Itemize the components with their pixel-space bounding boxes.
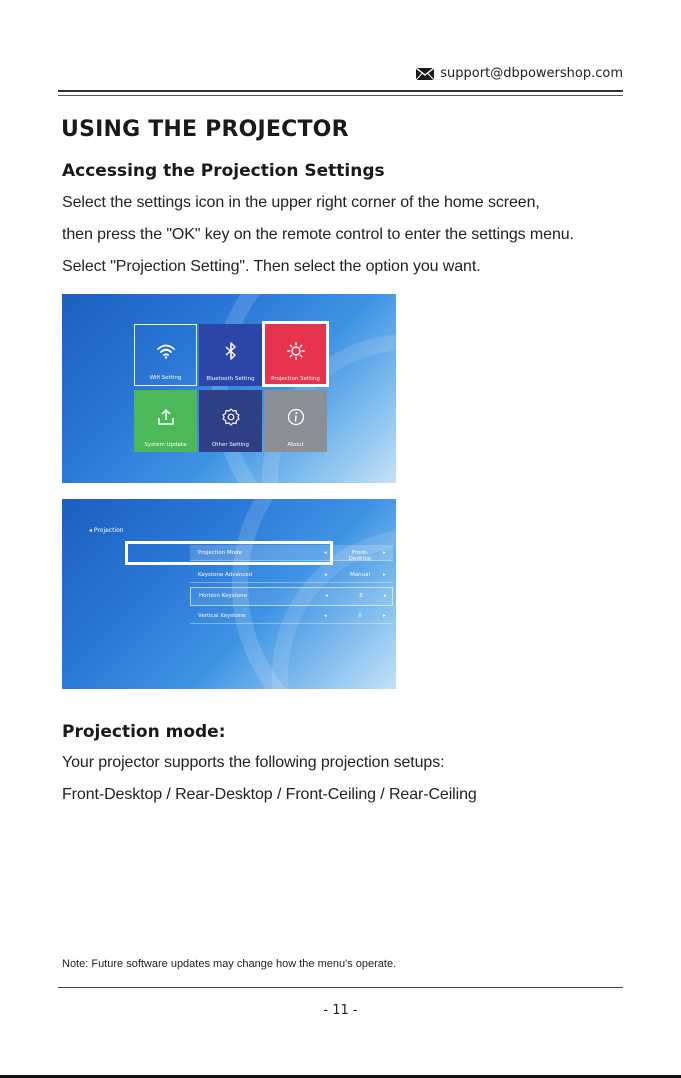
intro-line-2: then press the "OK" key on the remote control to enter the settings menu. [62,226,574,243]
page-number: - 11 - [323,1003,358,1018]
page-title: USING THE PROJECTOR [61,117,349,142]
menu-row-vertical-keystone[interactable]: Vertical Keystone ◂ 0 ▸ [190,608,393,624]
home-screen-image [62,294,396,483]
projection-mode-line-2: Front-Desktop / Rear-Desktop / Front-Ceiling / Rear-Ceiling [62,786,477,803]
arrow-left-icon[interactable]: ◂ [324,550,327,556]
arrow-right-icon[interactable]: ▸ [383,572,386,578]
tile-label: Bluetooth Setting [206,376,255,382]
tile-label: Wifi Setting [149,375,182,381]
tile-system-update[interactable] [134,390,197,452]
tile-other-setting[interactable] [199,390,262,452]
intro-line-1: Select the settings icon in the upper right corner of the home screen, [62,194,540,211]
projection-mode-highlight [125,541,333,565]
projection-mode-line-1: Your projector supports the following projection setups: [62,754,445,771]
projection-mode-title: Projection mode: [62,722,226,742]
menu-row-keystone-advanced[interactable]: Keystone Advanced ◂ Manual ▸ [190,567,393,583]
arrow-left-icon[interactable]: ◂ [324,572,327,578]
arrow-right-icon[interactable]: ▸ [383,613,386,619]
bluetooth-icon [225,342,237,360]
intro-line-3: Select "Projection Setting". Then select the option you want. [62,258,481,275]
header-rule-thin [58,95,623,96]
menu-breadcrumb[interactable]: ◂ Projection [89,527,124,534]
projection-menu-image [62,499,396,689]
tile-label: Projection Setting [271,376,320,382]
tile-about[interactable] [264,390,327,452]
wifi-icon [156,343,176,359]
header-rule [58,90,623,92]
tile-label: System Update [144,442,187,448]
upload-icon [157,408,175,426]
tile-bluetooth-setting[interactable] [199,324,262,386]
header-email [416,66,623,81]
arrow-right-icon[interactable]: ▸ [383,550,386,556]
arrow-left-icon[interactable]: ◂ [325,593,328,599]
tile-wifi-setting[interactable] [134,324,197,386]
footer-rule [58,987,623,988]
arrow-left-icon[interactable]: ◂ [324,613,327,619]
envelope-icon [416,68,434,80]
footer-note: Note: Future software updates may change how the menu's operate. [62,958,397,970]
tile-label: Other Setting [211,442,250,448]
gear-icon [222,408,240,426]
tile-label: About [287,442,304,448]
info-icon [287,408,305,426]
menu-row-projection-mode[interactable]: Projection Mode ◂ Front-Desktop ▸ [190,545,393,561]
support-email: support@dbpowershop.com [440,66,623,81]
arrow-right-icon[interactable]: ▸ [384,593,387,599]
projection-setting-highlight [262,321,329,387]
section-subtitle: Accessing the Projection Settings [62,161,385,181]
menu-row-horizon-keystone[interactable]: Horizon Keystone ◂ 8 ▸ [190,587,393,606]
